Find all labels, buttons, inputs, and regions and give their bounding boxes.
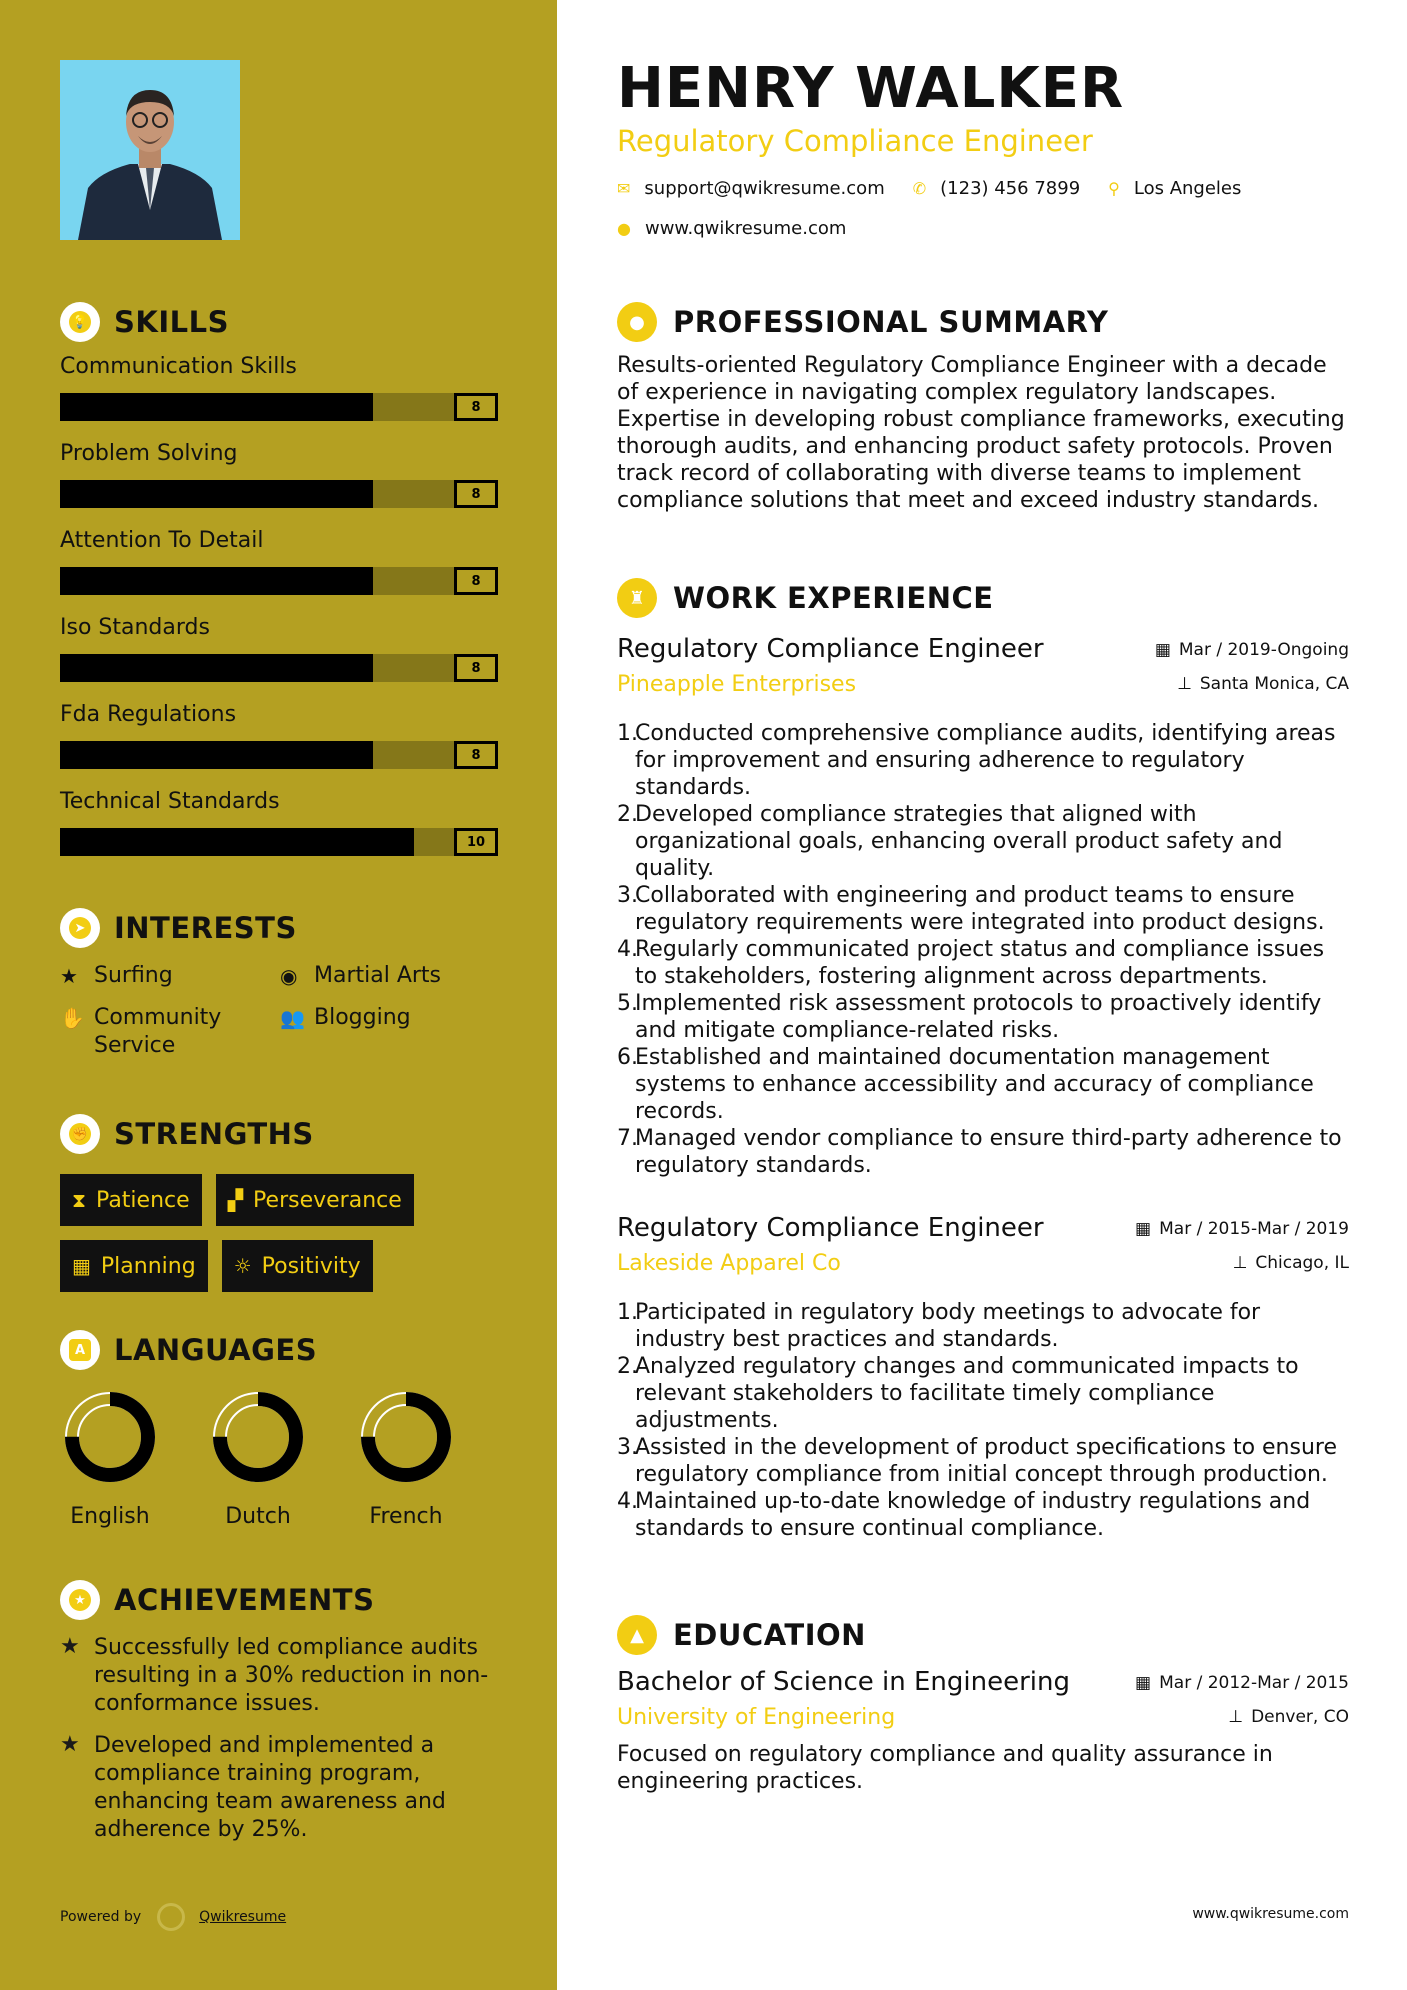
interest-item: [280, 962, 500, 990]
strength-tag: [216, 1174, 414, 1226]
office-chair-icon: ♜: [617, 578, 657, 618]
summary-section: [617, 302, 1349, 514]
sun-icon: ☼: [233, 1254, 252, 1278]
interests-section: [60, 908, 510, 1060]
strength-label: Positivity: [261, 1253, 361, 1279]
job-date-text: Mar / 2019-Ongoing: [1178, 640, 1349, 660]
skill-bar-fill: [60, 393, 373, 421]
globe-icon: ◉: [280, 964, 298, 988]
degree-title: Bachelor of Science in Engineering: [617, 1667, 1070, 1697]
skill-name: Technical Standards: [60, 789, 280, 814]
job-location: [1233, 1253, 1349, 1273]
job-company: Pineapple Enterprises: [617, 672, 857, 697]
skill-bar-fill: [60, 567, 373, 595]
job-title: Regulatory Compliance Engineer: [617, 634, 1044, 664]
skill-name: Communication Skills: [60, 354, 297, 379]
bullet-item: Developed compliance strategies that aligned with organizational goals, enhancing overall product safety and quality.: [635, 802, 1283, 881]
education-date-text: Mar / 2012-Mar / 2015: [1159, 1673, 1349, 1693]
work-header: [617, 578, 1349, 618]
bullet-item: Managed vendor compliance to ensure third-party adherence to regulatory standards.: [635, 1126, 1342, 1178]
skill-name: Attention To Detail: [60, 528, 264, 553]
paper-plane-icon: ➤: [60, 908, 100, 948]
phone-text[interactable]: (123) 456 7899: [940, 178, 1081, 199]
strengths-list: [60, 1174, 480, 1292]
bullet-item: Conducted comprehensive compliance audits, identifying areas for improvement and ensuring adherence to regulatory standards.: [635, 721, 1336, 800]
bullet-item: Assisted in the development of product specifications to ensure regulatory compliance from initial concept through production.: [635, 1435, 1338, 1487]
school-name: University of Engineering: [617, 1705, 896, 1730]
contact-row: [617, 178, 1269, 199]
interests-title: INTERESTS: [114, 911, 297, 945]
language-name: French: [369, 1504, 443, 1529]
strength-tag: [60, 1174, 202, 1226]
profile-photo: [60, 60, 240, 240]
education-header: [617, 1615, 1349, 1655]
skill-score: 10: [454, 828, 498, 856]
languages-title: LANGUAGES: [114, 1333, 318, 1367]
skill-item: [60, 441, 510, 528]
interest-label: Blogging: [314, 1005, 411, 1030]
summary-text: Results-oriented Regulatory Compliance Engineer with a decade of experience in navigating complex regulatory landscapes. Expertise in developing robust compliance frameworks, executing thorough audits, and enhancing product safety protocols. Proven track record of collaborating with diverse teams to implement compliance solutions that meet and exceed industry standards.: [617, 353, 1345, 513]
strengths-section: [60, 1114, 510, 1292]
users-icon: 👥: [280, 1006, 305, 1030]
qwikresume-logo-icon: [157, 1903, 185, 1931]
job-bullets: [617, 720, 1349, 1179]
phone-icon: ✆: [912, 179, 927, 198]
languages-list: [60, 1390, 510, 1529]
language-item: [60, 1390, 160, 1529]
website-link[interactable]: www.qwikresume.com: [644, 218, 847, 239]
job-date: [1135, 1219, 1349, 1239]
skills-title: SKILLS: [114, 305, 229, 339]
powered-by: [60, 1903, 286, 1931]
job-location-text: Santa Monica, CA: [1199, 674, 1349, 694]
strength-label: Perseverance: [253, 1187, 402, 1213]
skill-name: Problem Solving: [60, 441, 238, 466]
star-icon: ★: [60, 964, 78, 988]
language-name: Dutch: [225, 1504, 291, 1529]
bullet-item: Established and maintained documentation management systems to enhance accessibility and accuracy of compliance records.: [635, 1045, 1314, 1124]
skill-item: [60, 528, 510, 615]
achievement-item: [60, 1634, 500, 1718]
hand-icon: ✋: [60, 1006, 85, 1030]
strength-tag: [60, 1240, 208, 1292]
skill-name: Fda Regulations: [60, 702, 237, 727]
interest-label: Community Service: [94, 1005, 222, 1058]
candidate-name: HENRY WALKER: [617, 56, 1125, 121]
calendar-icon: ▦: [72, 1254, 91, 1278]
map-pin-icon: ⚲: [1108, 179, 1120, 198]
skill-item: [60, 789, 510, 876]
pin-icon: ⊥: [1228, 1707, 1244, 1727]
skill-score: 8: [454, 393, 498, 421]
graduation-cap-icon: ▲: [617, 1615, 657, 1655]
job-header: [617, 634, 1349, 706]
location-text: Los Angeles: [1133, 178, 1242, 199]
interests-header: [60, 908, 510, 948]
education-location-text: Denver, CO: [1251, 1707, 1349, 1727]
website-row: [617, 218, 874, 239]
bullet-item: Regularly communicated project status and compliance issues to stakeholders, fostering alignment across departments.: [635, 937, 1325, 989]
language-item: [208, 1390, 308, 1529]
achievements-section: [60, 1580, 510, 1844]
language-ring: [211, 1390, 305, 1484]
achievements-list: [60, 1634, 500, 1844]
skill-bar-fill: [60, 480, 373, 508]
skill-item: [60, 702, 510, 789]
skill-bar-fill: [60, 828, 414, 856]
job-title: Regulatory Compliance Engineer: [617, 1213, 1044, 1243]
achievements-title: ACHIEVEMENTS: [114, 1583, 375, 1617]
skill-score: 8: [454, 480, 498, 508]
language-icon: A: [60, 1330, 100, 1370]
job-date-text: Mar / 2015-Mar / 2019: [1159, 1219, 1349, 1239]
language-ring: [63, 1390, 157, 1484]
skill-bar: [60, 828, 498, 856]
job-company: Lakeside Apparel Co: [617, 1251, 841, 1276]
calendar-icon: ▦: [1154, 640, 1171, 660]
strengths-title: STRENGTHS: [114, 1117, 314, 1151]
skill-item: [60, 354, 510, 441]
language-item: [356, 1390, 456, 1529]
education-title: EDUCATION: [673, 1618, 866, 1652]
education-entry: [617, 1667, 1349, 1739]
brand-link[interactable]: Qwikresume: [199, 1909, 287, 1925]
achievements-header: [60, 1580, 510, 1620]
skill-bar: [60, 567, 498, 595]
strength-label: Planning: [100, 1253, 196, 1279]
road-icon: ▞: [227, 1188, 244, 1212]
summary-title: PROFESSIONAL SUMMARY: [673, 305, 1109, 339]
languages-section: [60, 1330, 510, 1529]
job-bullets: [617, 1299, 1349, 1542]
skill-score: 8: [454, 567, 498, 595]
candidate-role: Regulatory Compliance Engineer: [617, 124, 1093, 158]
skill-bar: [60, 393, 498, 421]
languages-header: [60, 1330, 510, 1370]
education-location: [1228, 1707, 1349, 1727]
skills-list: [60, 354, 510, 876]
calendar-icon: ▦: [1135, 1219, 1152, 1239]
sidebar: [0, 0, 557, 1990]
skill-item: [60, 615, 510, 702]
calendar-icon: ▦: [1135, 1673, 1152, 1693]
job-header: [617, 1213, 1349, 1285]
skill-bar: [60, 654, 498, 682]
skill-name: Iso Standards: [60, 615, 210, 640]
work-section: [617, 578, 1349, 1542]
interest-item: [60, 1004, 280, 1060]
interest-item: [60, 962, 280, 990]
job-entry: [617, 1213, 1349, 1542]
star-badge-icon: ★: [60, 1580, 100, 1620]
user-icon: ●: [617, 302, 657, 342]
achievement-text: Developed and implemented a compliance training program, enhancing team awareness and adherence by 25%.: [94, 1733, 446, 1842]
achievement-item: [60, 1732, 500, 1844]
interest-item: [280, 1004, 500, 1060]
strength-tag: [222, 1240, 373, 1292]
bullet-item: Maintained up-to-date knowledge of industry regulations and standards to ensure continual compliance.: [635, 1489, 1311, 1541]
work-title: WORK EXPERIENCE: [673, 581, 994, 615]
interest-label: Surfing: [94, 963, 173, 988]
jobs-list: [617, 634, 1349, 1542]
job-location-text: Chicago, IL: [1255, 1253, 1349, 1273]
bullet-item: Analyzed regulatory changes and communicated impacts to relevant stakeholders to facilitate timely compliance adjustments.: [635, 1354, 1299, 1433]
star-swoosh-icon: ★: [60, 1634, 80, 1659]
summary-header: [617, 302, 1349, 342]
language-ring: [359, 1390, 453, 1484]
job-location: [1177, 674, 1349, 694]
language-name: English: [70, 1504, 150, 1529]
lightbulb-icon: 💡: [60, 302, 100, 342]
achievement-text: Successfully led compliance audits resulting in a 30% reduction in non-conformance issues.: [94, 1635, 489, 1716]
job-entry: [617, 634, 1349, 1179]
footer-url[interactable]: www.qwikresume.com: [1192, 1906, 1349, 1922]
pin-icon: ⊥: [1232, 1253, 1248, 1273]
job-date: [1155, 640, 1349, 660]
strengths-header: [60, 1114, 510, 1154]
powered-by-label: Powered by: [60, 1909, 142, 1925]
hourglass-icon: ⧗: [72, 1188, 87, 1212]
skill-bar: [60, 741, 498, 769]
email-icon: ✉: [617, 179, 631, 198]
fist-icon: ✊: [60, 1114, 100, 1154]
bullet-item: Implemented risk assessment protocols to proactively identify and mitigate compliance-related risks.: [635, 991, 1322, 1043]
interest-label: Martial Arts: [314, 963, 442, 988]
pin-icon: ⊥: [1177, 674, 1192, 694]
skill-bar-fill: [60, 741, 373, 769]
skills-header: [60, 302, 510, 342]
star-swoosh-icon: ★: [60, 1732, 80, 1757]
skill-score: 8: [454, 741, 498, 769]
skill-bar-fill: [60, 654, 373, 682]
education-section: [617, 1615, 1349, 1795]
email-link[interactable]: support@qwikresume.com: [644, 178, 885, 199]
globe-icon: ●: [617, 219, 631, 238]
bullet-item: Participated in regulatory body meetings to advocate for industry best practices and standards.: [635, 1300, 1261, 1352]
education-description: Focused on regulatory compliance and quality assurance in engineering practices.: [617, 1742, 1273, 1794]
skill-score: 8: [454, 654, 498, 682]
skills-section: [60, 302, 510, 876]
education-date: [1135, 1673, 1349, 1693]
strength-label: Patience: [96, 1187, 190, 1213]
bullet-item: Collaborated with engineering and product teams to ensure regulatory requirements were integrated into product designs.: [635, 883, 1325, 935]
interests-list: [60, 962, 510, 1060]
skill-bar: [60, 480, 498, 508]
